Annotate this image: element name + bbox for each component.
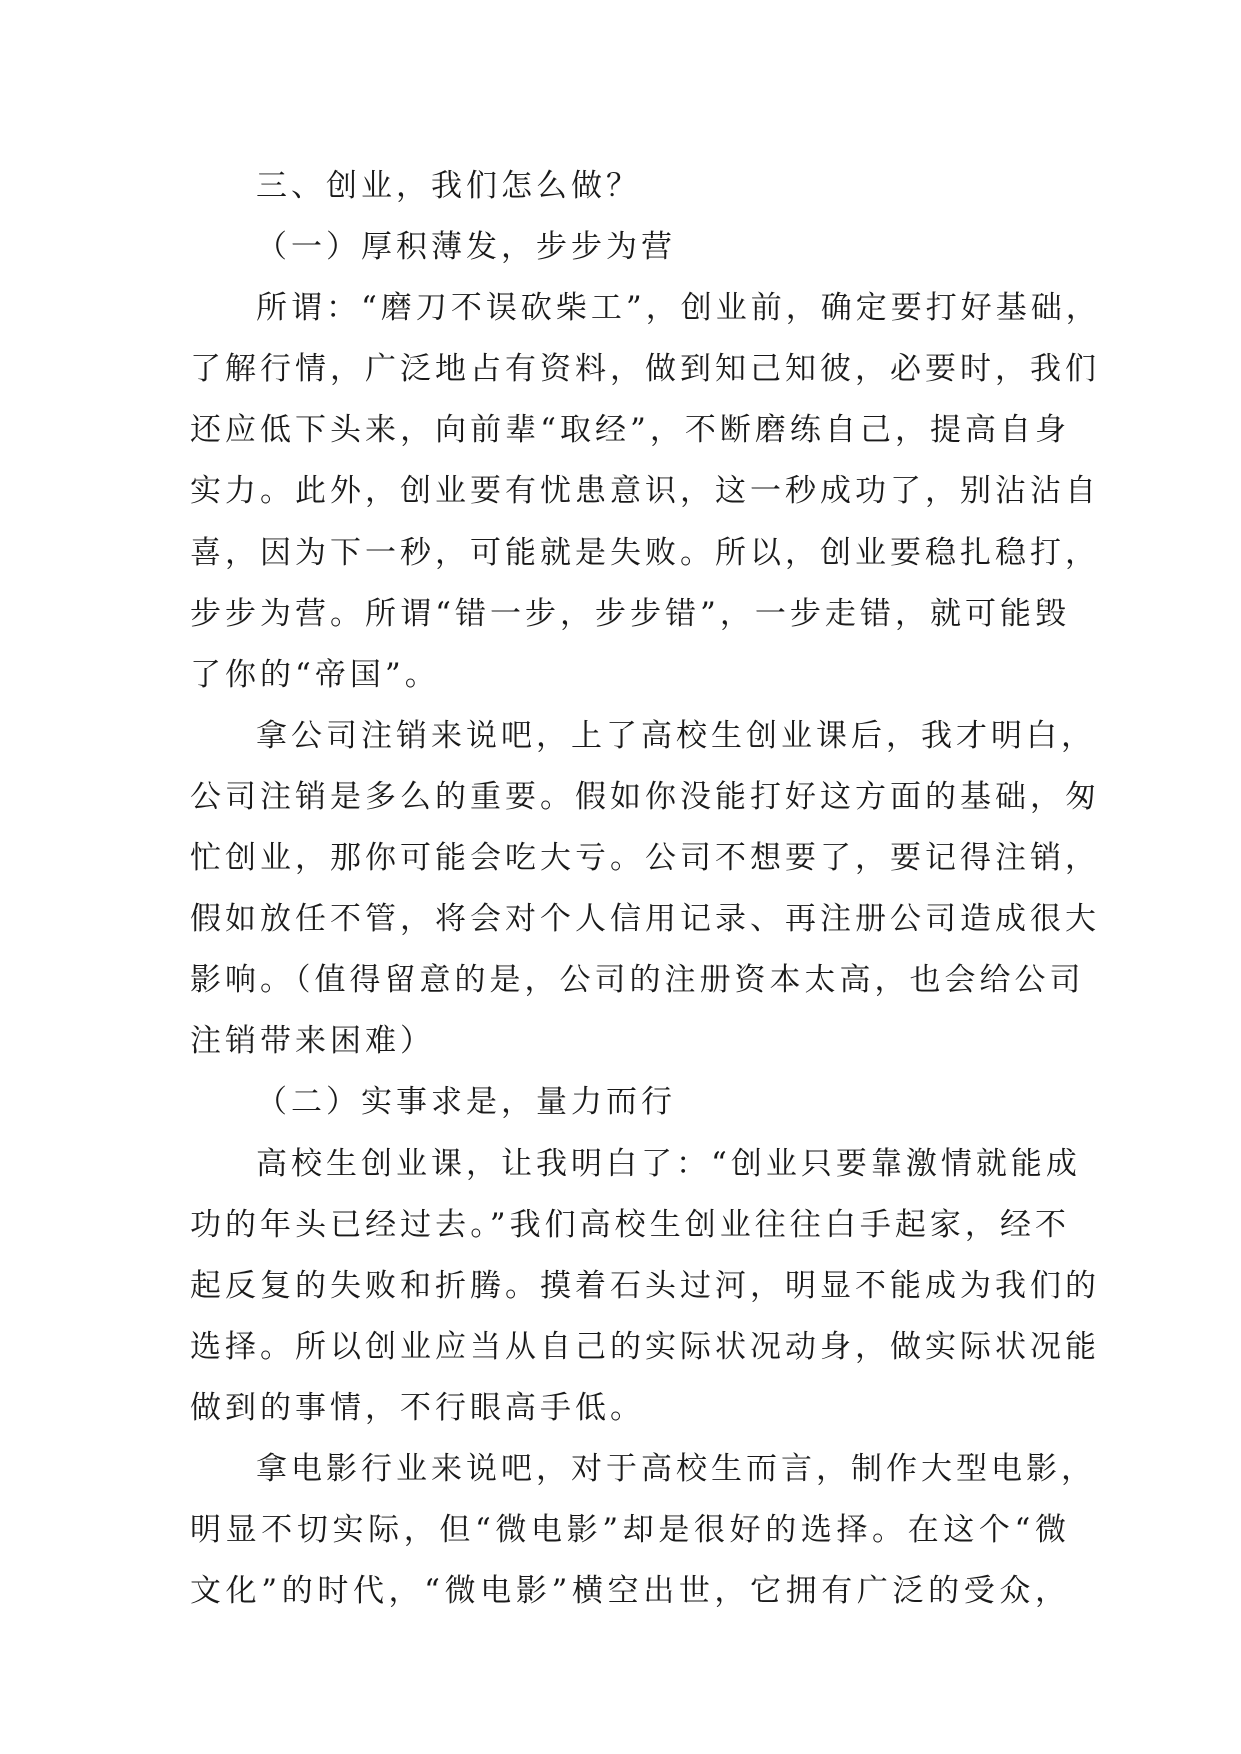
section-heading: 三、创业，我们怎么做？: [256, 168, 641, 204]
subsection-heading-2: （二）实事求是，量力而行: [256, 1084, 676, 1121]
paragraph-line: 拿电影行业来说吧，对于高校生而言，制作大型电影，: [256, 1450, 1096, 1487]
document-body: [190, 156, 1101, 1622]
paragraph-line: 了你的“帝国”。: [190, 656, 440, 693]
paragraph-line: 还应低下头来，向前辈“取经”，不断磨练自己，提高自身: [190, 412, 1070, 449]
paragraph-line: 影响。（值得留意的是，公司的注册资本太高，也会给公司: [190, 962, 1085, 999]
paragraph-line: 选择。所以创业应当从自己的实际状况动身，做实际状况能: [190, 1328, 1100, 1365]
paragraph-line: 假如放任不管，将会对个人信用记录、再注册公司造成很大: [190, 901, 1100, 938]
paragraph-line: 明显不切实际，但“微电影”却是很好的选择。在这个“微: [190, 1512, 1070, 1549]
paragraph-line: 了解行情，广泛地占有资料，做到知己知彼，必要时，我们: [190, 351, 1100, 388]
paragraph-line: 拿公司注销来说吧，上了高校生创业课后，我才明白，: [256, 717, 1096, 754]
paragraph-line: 做到的事情，不行眼高手低。: [190, 1389, 645, 1426]
paragraph-line: 忙创业，那你可能会吃大亏。公司不想要了，要记得注销，: [190, 840, 1100, 877]
subsection-heading-1: （一）厚积薄发，步步为营: [256, 229, 676, 266]
paragraph-line: 起反复的失败和折腾。摸着石头过河，明显不能成为我们的: [190, 1267, 1100, 1304]
paragraph-line: 喜，因为下一秒，可能就是失败。所以，创业要稳扎稳打，: [190, 534, 1100, 571]
paragraph-line: 步步为营。所谓“错一步，步步错”，一步走错，就可能毁: [190, 595, 1070, 632]
paragraph-line: 功的年头已经过去。”我们高校生创业往往白手起家，经不: [190, 1206, 1070, 1243]
paragraph-line: 文化”的时代，“微电影”横空出世，它拥有广泛的受众，: [190, 1573, 1070, 1610]
paragraph-line: 公司注销是多么的重要。假如你没能打好这方面的基础，匆: [190, 778, 1100, 815]
paragraph-line: 所谓：“磨刀不误砍柴工”，创业前，确定要打好基础，: [256, 290, 1101, 327]
paragraph-line: 注销带来困难）: [190, 1023, 435, 1060]
paragraph-line: 高校生创业课，让我明白了：“创业只要靠激情就能成: [256, 1145, 1081, 1182]
paragraph-line: 实力。此外，创业要有忧患意识，这一秒成功了，别沾沾自: [190, 473, 1100, 510]
